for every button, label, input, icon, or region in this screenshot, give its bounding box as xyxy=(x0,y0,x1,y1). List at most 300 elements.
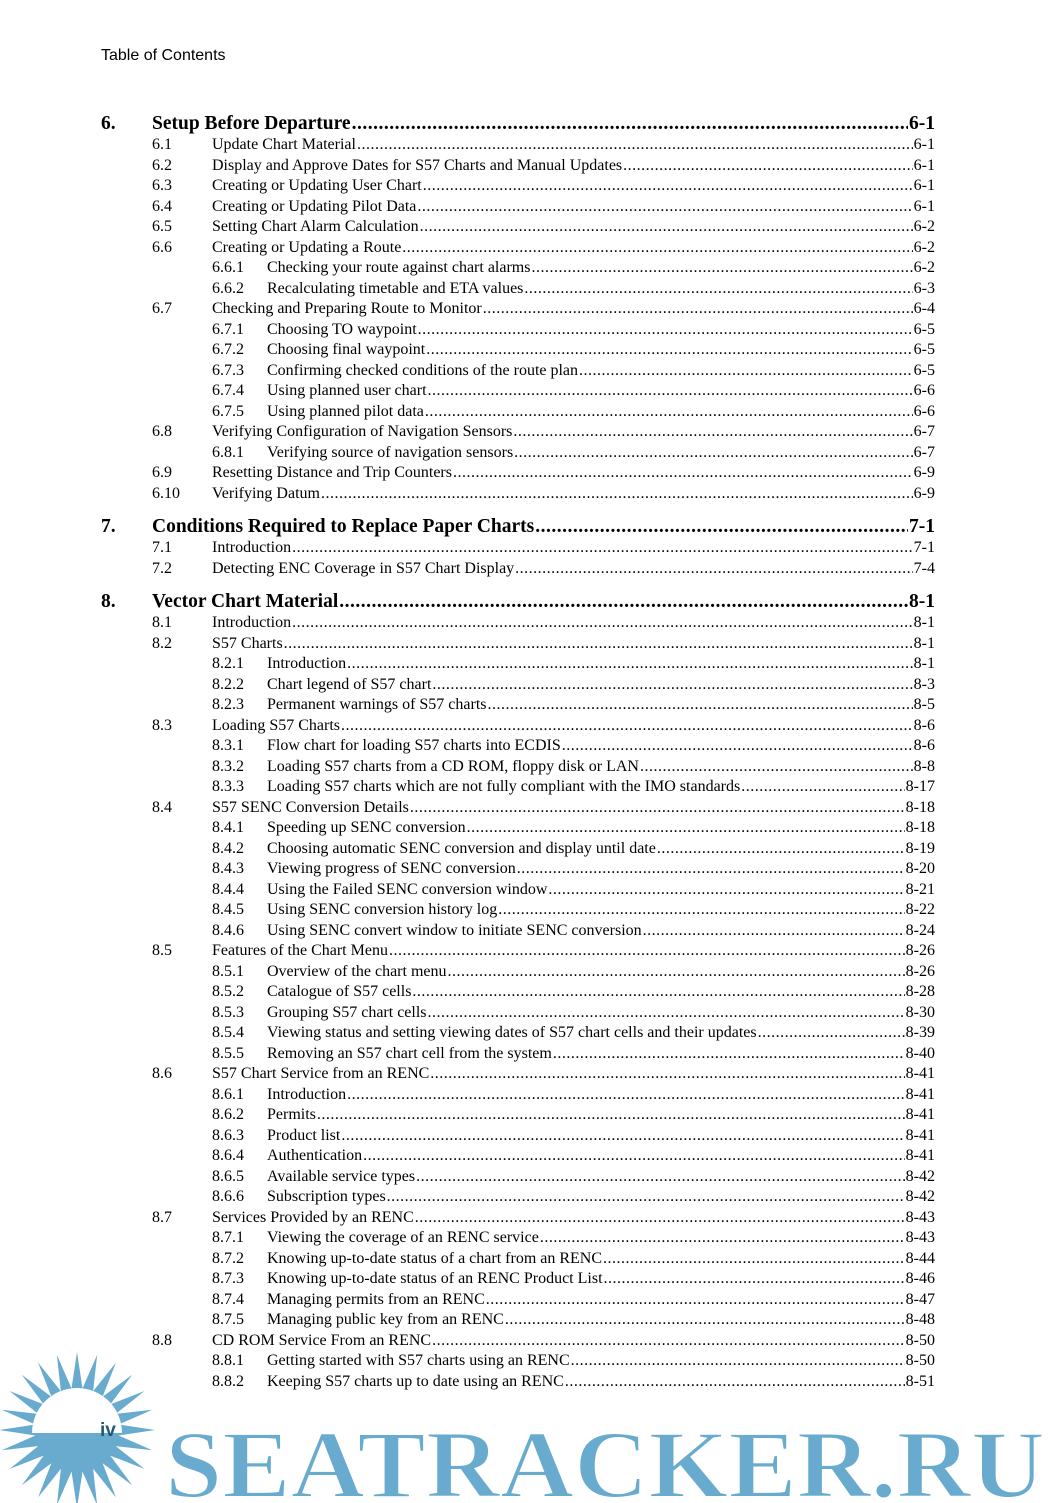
entry-page: 8-6 xyxy=(913,737,935,754)
entry-number: 6.5 xyxy=(152,218,172,235)
dot-leader xyxy=(517,860,905,878)
entry-page: 6-7 xyxy=(913,443,935,461)
entry-number: 8.3.2 xyxy=(212,757,244,775)
entry-number: 6.9 xyxy=(152,464,172,481)
toc-entry[interactable] xyxy=(101,259,935,280)
toc-entry[interactable] xyxy=(101,280,935,301)
entry-page: 8-48 xyxy=(905,1311,935,1328)
toc-entry[interactable] xyxy=(101,1106,935,1127)
entry-title: Recalculating timetable and ETA values xyxy=(267,279,524,297)
entry-number: 8.6.6 xyxy=(212,1188,244,1205)
entry-page: 6-5 xyxy=(913,341,935,358)
dot-leader xyxy=(548,881,904,899)
entry-page: 7-1 xyxy=(913,539,935,556)
toc-entry[interactable] xyxy=(101,1045,935,1066)
entry-number: 8.8 xyxy=(152,1331,172,1349)
entry-page: 6-9 xyxy=(913,464,935,481)
entry-page: 8-1 xyxy=(913,634,935,652)
entry-number: 8.2.3 xyxy=(212,696,244,713)
entry-page: 6-4 xyxy=(913,300,935,317)
entry-title: CD ROM Service From an RENC xyxy=(212,1331,432,1349)
entry-title: Verifying Datum xyxy=(212,484,320,502)
entry-number: 6.10 xyxy=(152,484,180,502)
entry-number: 8.6 xyxy=(152,1065,172,1082)
toc-entry[interactable] xyxy=(101,717,935,738)
entry-page: 6-9 xyxy=(913,484,935,502)
entry-title: Creating or Updating Pilot Data xyxy=(212,197,417,215)
toc-entry[interactable] xyxy=(101,1311,935,1332)
toc-entry[interactable] xyxy=(101,403,935,424)
chapter-page: 8-1 xyxy=(909,591,935,612)
entry-title: Creating or Updating User Chart xyxy=(212,177,422,194)
watermark-text: SEATRACKER.RU xyxy=(165,1411,1045,1503)
entry-title: Services Provided by an RENC xyxy=(212,1208,414,1226)
toc-entry[interactable] xyxy=(101,423,935,444)
toc-entry[interactable] xyxy=(101,655,935,676)
entry-page: 8-41 xyxy=(905,1106,935,1123)
dot-leader xyxy=(410,799,905,817)
dot-leader xyxy=(418,321,913,339)
entry-number: 8.7.1 xyxy=(212,1229,244,1246)
entry-page: 8-41 xyxy=(905,1126,935,1144)
dot-leader xyxy=(562,737,913,755)
dot-leader xyxy=(432,676,912,694)
toc-entry[interactable] xyxy=(101,758,935,779)
entry-number: 8.5.2 xyxy=(212,983,244,1000)
entry-page: 8-39 xyxy=(905,1024,935,1041)
toc-entry[interactable] xyxy=(101,341,935,362)
toc-entry[interactable] xyxy=(101,1291,935,1312)
chapter-number: 6. xyxy=(101,113,116,134)
entry-page: 8-51 xyxy=(905,1372,935,1390)
entry-title: Introduction xyxy=(212,614,292,631)
toc-entry[interactable] xyxy=(101,1188,935,1209)
entry-title: Loading S57 Charts xyxy=(212,716,340,734)
running-header: Table of Contents xyxy=(101,47,226,64)
chapter-number: 7. xyxy=(101,516,116,537)
dot-leader xyxy=(531,259,912,277)
toc-entry[interactable] xyxy=(101,362,935,383)
toc-entry[interactable] xyxy=(101,676,935,697)
entry-page: 8-8 xyxy=(913,757,935,775)
entry-number: 8.3.1 xyxy=(212,737,244,754)
entry-title: Using planned user chart xyxy=(267,382,427,399)
toc-entry[interactable] xyxy=(101,799,935,820)
dot-leader xyxy=(428,1004,905,1022)
toc-entry[interactable] xyxy=(101,901,935,922)
entry-number: 7.2 xyxy=(152,559,172,577)
dot-leader xyxy=(515,560,913,578)
toc-entry[interactable] xyxy=(101,560,935,581)
dot-leader xyxy=(417,198,912,216)
entry-page: 8-24 xyxy=(905,921,935,939)
toc-entry[interactable] xyxy=(101,464,935,485)
dot-leader xyxy=(604,1270,905,1288)
toc-entry[interactable] xyxy=(101,1065,935,1086)
entry-page: 8-43 xyxy=(905,1208,935,1226)
entry-page: 8-50 xyxy=(905,1331,935,1349)
entry-page: 6-1 xyxy=(913,156,935,174)
entry-title: Using SENC conversion history log xyxy=(267,901,498,918)
entry-number: 8.2.1 xyxy=(212,655,244,672)
entry-title: Loading S57 charts which are not fully compliant with the IMO standards xyxy=(267,778,741,795)
entry-page: 8-42 xyxy=(905,1167,935,1185)
entry-title: Overview of the chart menu xyxy=(267,962,447,980)
entry-page: 8-41 xyxy=(905,1147,935,1164)
sun-icon xyxy=(0,1352,155,1503)
dot-leader xyxy=(425,403,913,421)
entry-page: 8-43 xyxy=(905,1229,935,1246)
entry-title: Loading S57 charts from a CD ROM, floppy disk or LAN xyxy=(267,757,639,775)
dot-leader xyxy=(357,136,913,154)
chapter-title: Conditions Required to Replace Paper Charts xyxy=(152,516,535,537)
entry-title: Knowing up-to-date status of an RENC Product List xyxy=(267,1270,603,1287)
entry-number: 8.6.4 xyxy=(212,1147,244,1164)
entry-title: Available service types xyxy=(267,1167,416,1185)
entry-title: Confirming checked conditions of the route plan xyxy=(267,361,579,379)
entry-number: 8.5.1 xyxy=(212,962,244,980)
entry-title: Managing public key from an RENC xyxy=(267,1311,504,1328)
entry-page: 6-2 xyxy=(913,259,935,276)
entry-title: Choosing automatic SENC conversion and display until date xyxy=(267,839,656,857)
toc-entry[interactable] xyxy=(101,321,935,342)
dot-leader xyxy=(347,655,913,673)
entry-title: Using the Failed SENC conversion window xyxy=(267,880,548,898)
entry-page: 8-22 xyxy=(905,901,935,918)
entry-number: 6.7.3 xyxy=(212,361,244,379)
entry-number: 6.7.5 xyxy=(212,402,244,420)
toc-entry[interactable] xyxy=(101,614,935,635)
entry-number: 8.4 xyxy=(152,798,172,816)
entry-page: 6-5 xyxy=(913,361,935,379)
toc-entry[interactable] xyxy=(101,942,935,963)
entry-page: 8-18 xyxy=(905,819,935,836)
entry-number: 8.5.4 xyxy=(212,1024,244,1041)
entry-page: 8-26 xyxy=(905,962,935,980)
dot-leader xyxy=(341,1127,904,1145)
entry-title: Choosing TO waypoint xyxy=(267,320,417,338)
entry-page: 7-4 xyxy=(913,559,935,577)
entry-page: 8-6 xyxy=(913,716,935,734)
entry-number: 8.1 xyxy=(152,614,172,631)
dot-leader xyxy=(412,983,904,1001)
chapter-heading[interactable] xyxy=(101,516,935,539)
chapter-page: 6-1 xyxy=(909,113,935,134)
toc-entry[interactable] xyxy=(101,963,935,984)
toc-entry[interactable] xyxy=(101,539,935,560)
entry-page: 8-1 xyxy=(913,655,935,672)
entry-number: 6.7.1 xyxy=(212,320,244,338)
toc-entry[interactable] xyxy=(101,696,935,717)
entry-title: Update Chart Material xyxy=(212,136,356,153)
entry-title: Introduction xyxy=(267,1085,347,1103)
toc-entry[interactable] xyxy=(101,922,935,943)
entry-title: Using planned pilot data xyxy=(267,402,424,420)
entry-number: 8.5 xyxy=(152,942,172,959)
entry-page: 8-40 xyxy=(905,1044,935,1062)
entry-page: 8-44 xyxy=(905,1249,935,1267)
entry-number: 6.2 xyxy=(152,156,172,174)
entry-number: 8.7.2 xyxy=(212,1249,244,1267)
entry-title: Grouping S57 chart cells xyxy=(267,1003,427,1021)
dot-leader xyxy=(402,239,912,257)
toc-entry[interactable] xyxy=(101,485,935,506)
entry-page: 8-42 xyxy=(905,1188,935,1205)
dot-leader xyxy=(623,157,913,175)
entry-number: 8.8.2 xyxy=(212,1372,244,1390)
entry-title: Viewing status and setting viewing dates of S57 chart cells and their updates xyxy=(267,1024,757,1041)
entry-number: 6.6.1 xyxy=(212,259,244,276)
toc-entry[interactable] xyxy=(101,635,935,656)
entry-number: 8.6.2 xyxy=(212,1106,244,1123)
watermark-logo xyxy=(0,1345,1063,1503)
entry-number: 6.6 xyxy=(152,238,172,256)
toc-entry[interactable] xyxy=(101,444,935,465)
toc-entry[interactable] xyxy=(101,1147,935,1168)
entry-page: 8-46 xyxy=(905,1270,935,1287)
dot-leader xyxy=(488,696,913,714)
page-number: iv xyxy=(100,1420,116,1441)
entry-page: 8-20 xyxy=(905,860,935,877)
entry-number: 8.4.3 xyxy=(212,860,244,877)
entry-number: 6.3 xyxy=(152,177,172,194)
dot-leader xyxy=(339,591,908,613)
toc-entry[interactable] xyxy=(101,1229,935,1250)
entry-title: Features of the Chart Menu xyxy=(212,942,388,959)
entry-page: 8-30 xyxy=(905,1003,935,1021)
entry-page: 6-6 xyxy=(913,382,935,399)
dot-leader xyxy=(540,1229,905,1247)
dot-leader xyxy=(505,1311,905,1329)
entry-number: 8.3.3 xyxy=(212,778,244,795)
dot-leader xyxy=(352,113,908,135)
entry-number: 6.7.4 xyxy=(212,382,244,399)
entry-number: 6.7 xyxy=(152,300,172,317)
entry-number: 6.8 xyxy=(152,423,172,440)
entry-title: Viewing progress of SENC conversion xyxy=(267,860,516,877)
entry-page: 6-7 xyxy=(913,423,935,440)
dot-leader xyxy=(513,423,912,441)
entry-page: 8-28 xyxy=(905,983,935,1000)
entry-number: 6.8.1 xyxy=(212,443,244,461)
toc-entry[interactable] xyxy=(101,1086,935,1107)
dot-leader xyxy=(467,819,905,837)
entry-number: 8.4.6 xyxy=(212,921,244,939)
entry-number: 8.2.2 xyxy=(212,675,244,693)
entry-title: Resetting Distance and Trip Counters xyxy=(212,464,452,481)
entry-number: 8.5.5 xyxy=(212,1044,244,1062)
dot-leader xyxy=(341,717,913,735)
entry-page: 6-2 xyxy=(913,238,935,256)
entry-page: 6-2 xyxy=(913,218,935,235)
chapter-number: 8. xyxy=(101,591,116,612)
entry-page: 8-47 xyxy=(905,1290,935,1308)
entry-number: 8.8.1 xyxy=(212,1352,244,1369)
entry-title: Speeding up SENC conversion xyxy=(267,819,466,836)
entry-number: 6.4 xyxy=(152,197,172,215)
toc-entry[interactable] xyxy=(101,840,935,861)
dot-leader xyxy=(321,485,913,503)
dot-leader xyxy=(347,1086,905,1104)
toc-entry[interactable] xyxy=(101,198,935,219)
dot-leader xyxy=(640,758,913,776)
chapter-title: Setup Before Departure xyxy=(152,113,351,134)
entry-number: 8.3 xyxy=(152,716,172,734)
dot-leader xyxy=(416,1168,905,1186)
entry-number: 8.6.5 xyxy=(212,1167,244,1185)
toc-entry[interactable] xyxy=(101,1004,935,1025)
dot-leader xyxy=(643,922,905,940)
dot-leader xyxy=(453,464,913,482)
entry-title: Introduction xyxy=(212,539,292,556)
table-of-contents xyxy=(101,113,935,1393)
entry-title: Viewing the coverage of an RENC service xyxy=(267,1229,539,1246)
toc-entry[interactable] xyxy=(101,136,935,157)
chapter-heading[interactable] xyxy=(101,591,935,614)
entry-number: 8.7.5 xyxy=(212,1311,244,1328)
toc-entry[interactable] xyxy=(101,1024,935,1045)
dot-leader xyxy=(657,840,905,858)
entry-number: 8.2 xyxy=(152,634,172,652)
entry-title: S57 SENC Conversion Details xyxy=(212,798,409,816)
toc-entry[interactable] xyxy=(101,382,935,403)
dot-leader xyxy=(423,177,913,195)
dot-leader xyxy=(426,341,912,359)
dot-leader xyxy=(758,1024,905,1042)
toc-entry[interactable] xyxy=(101,177,935,198)
dot-leader xyxy=(741,778,904,796)
dot-leader xyxy=(428,382,913,400)
toc-entry[interactable] xyxy=(101,860,935,881)
chapter-title: Vector Chart Material xyxy=(152,591,339,612)
dot-leader xyxy=(447,963,904,981)
entry-title: Display and Approve Dates for S57 Charts and Manual Updates xyxy=(212,156,623,174)
entry-title: Managing permits from an RENC xyxy=(267,1290,485,1308)
entry-page: 8-18 xyxy=(905,798,935,816)
chapter-heading[interactable] xyxy=(101,113,935,136)
entry-page: 8-3 xyxy=(913,675,935,693)
toc-entry[interactable] xyxy=(101,1168,935,1189)
entry-title: Keeping S57 charts up to date using an RENC xyxy=(267,1372,564,1390)
entry-number: 8.7.3 xyxy=(212,1270,244,1287)
entry-number: 6.6.2 xyxy=(212,279,244,297)
toc-entry[interactable] xyxy=(101,300,935,321)
dot-leader xyxy=(514,444,913,462)
toc-entry[interactable] xyxy=(101,1270,935,1291)
toc-entry[interactable] xyxy=(101,239,935,260)
toc-entry[interactable] xyxy=(101,737,935,758)
dot-leader xyxy=(524,280,912,298)
entry-title: Chart legend of S57 chart xyxy=(267,675,432,693)
dot-leader xyxy=(363,1147,905,1165)
entry-page: 8-1 xyxy=(913,614,935,631)
entry-title: Product list xyxy=(267,1126,341,1144)
entry-title: Checking and Preparing Route to Monitor xyxy=(212,300,482,317)
toc-entry[interactable] xyxy=(101,778,935,799)
dot-leader xyxy=(486,1291,905,1309)
entry-page: 8-50 xyxy=(905,1352,935,1369)
entry-page: 6-3 xyxy=(913,279,935,297)
entry-page: 8-5 xyxy=(913,696,935,713)
entry-page: 8-17 xyxy=(905,778,935,795)
entry-page: 8-26 xyxy=(905,942,935,959)
entry-number: 8.5.3 xyxy=(212,1003,244,1021)
entry-title: Catalogue of S57 cells xyxy=(267,983,412,1000)
chapter-page: 7-1 xyxy=(909,516,935,537)
entry-page: 6-1 xyxy=(913,197,935,215)
toc-entry[interactable] xyxy=(101,218,935,239)
entry-number: 8.4.2 xyxy=(212,839,244,857)
toc-entry[interactable] xyxy=(101,1209,935,1230)
entry-title: Getting started with S57 charts using an RENC xyxy=(267,1352,570,1369)
dot-leader xyxy=(415,1209,905,1227)
toc-entry[interactable] xyxy=(101,1127,935,1148)
entry-title: S57 Charts xyxy=(212,634,283,652)
toc-entry[interactable] xyxy=(101,157,935,178)
entry-page: 6-1 xyxy=(913,177,935,194)
dot-leader xyxy=(387,1188,905,1206)
entry-page: 8-41 xyxy=(905,1065,935,1082)
dot-leader xyxy=(284,635,913,653)
entry-title: Creating or Updating a Route xyxy=(212,238,402,256)
dot-leader xyxy=(430,1065,904,1083)
entry-page: 8-21 xyxy=(905,880,935,898)
entry-title: Introduction xyxy=(267,655,347,672)
entry-title: Authentication xyxy=(267,1147,363,1164)
entry-title: Using SENC convert window to initiate SENC conversion xyxy=(267,921,642,939)
toc-entry[interactable] xyxy=(101,1250,935,1271)
entry-title: Permanent warnings of S57 charts xyxy=(267,696,487,713)
entry-page: 8-19 xyxy=(905,839,935,857)
entry-number: 6.1 xyxy=(152,136,172,153)
entry-title: S57 Chart Service from an RENC xyxy=(212,1065,430,1082)
dot-leader xyxy=(292,539,913,557)
entry-number: 8.7 xyxy=(152,1208,172,1226)
entry-title: Subscription types xyxy=(267,1188,386,1205)
dot-leader xyxy=(553,1045,905,1063)
entry-page: 8-41 xyxy=(905,1085,935,1103)
entry-number: 8.4.1 xyxy=(212,819,244,836)
entry-number: 8.7.4 xyxy=(212,1290,244,1308)
entry-title: Verifying Configuration of Navigation Sensors xyxy=(212,423,513,440)
entry-number: 8.6.3 xyxy=(212,1126,244,1144)
dot-leader xyxy=(483,300,913,318)
dot-leader xyxy=(317,1106,905,1124)
entry-page: 6-6 xyxy=(913,402,935,420)
dot-leader xyxy=(420,218,913,236)
dot-leader xyxy=(535,516,908,538)
entry-title: Flow chart for loading S57 charts into ECDIS xyxy=(267,737,561,754)
entry-title: Knowing up-to-date status of a chart from an RENC xyxy=(267,1249,603,1267)
entry-number: 6.7.2 xyxy=(212,341,244,358)
toc-entry[interactable] xyxy=(101,983,935,1004)
dot-leader xyxy=(579,362,913,380)
entry-title: Detecting ENC Coverage in S57 Chart Display xyxy=(212,559,515,577)
entry-page: 6-5 xyxy=(913,320,935,338)
entry-title: Setting Chart Alarm Calculation xyxy=(212,218,419,235)
entry-number: 8.6.1 xyxy=(212,1085,244,1103)
entry-title: Verifying source of navigation sensors xyxy=(267,443,514,461)
dot-leader xyxy=(603,1250,905,1268)
dot-leader xyxy=(292,614,913,632)
entry-number: 7.1 xyxy=(152,539,172,556)
toc-entry[interactable] xyxy=(101,819,935,840)
entry-number: 8.4.5 xyxy=(212,901,244,918)
dot-leader xyxy=(498,901,904,919)
dot-leader xyxy=(389,942,905,960)
entry-title: Removing an S57 chart cell from the system xyxy=(267,1044,552,1062)
toc-entry[interactable] xyxy=(101,881,935,902)
